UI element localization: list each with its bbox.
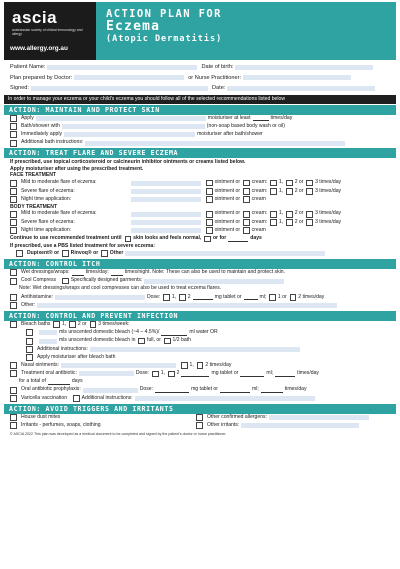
body-severe-cream-checkbox[interactable]: [243, 219, 250, 226]
prophylaxis-field[interactable]: [83, 388, 138, 393]
oral-2-checkbox[interactable]: [168, 371, 175, 378]
bleach-addl-label: Additional instructions:: [37, 345, 88, 352]
bath-instructions-label: Additional bath instructions:: [21, 139, 84, 146]
body-mild-label: Mild to moderate flare of eczema:: [21, 210, 97, 217]
dupixent-checkbox[interactable]: [16, 250, 23, 257]
body-severe-2-checkbox[interactable]: [286, 219, 293, 226]
dose-label: Dose:: [135, 370, 150, 377]
face-treatment-heading: FACE TREATMENT: [10, 172, 57, 179]
body-severe-label: Severe flare of eczema:: [21, 218, 75, 225]
body-severe-ointment-checkbox[interactable]: [206, 219, 213, 226]
header: [4, 2, 396, 60]
date-label: Date:: [211, 85, 226, 92]
body-night-field[interactable]: [131, 228, 201, 233]
antihist-mg-field[interactable]: [193, 295, 213, 301]
one-label: 1,: [278, 210, 284, 217]
prophylaxis-label: Oral antibiotic prophylaxis:: [21, 386, 81, 393]
two-label: 2 or: [294, 218, 304, 225]
face-mild-label: Mild to moderate flare of eczema:: [21, 179, 97, 186]
face-severe-cream-checkbox[interactable]: [243, 188, 250, 195]
prepared-by-label: Plan prepared by Doctor:: [10, 74, 73, 81]
two-label: 2 or: [294, 210, 304, 217]
oral-1-checkbox[interactable]: [152, 371, 159, 378]
dust-mites-checkbox[interactable]: [10, 414, 17, 421]
apply-after-bleach-label: Apply moisturiser after bleach bath: [37, 353, 116, 360]
bleach-bath-mls-field[interactable]: [39, 339, 57, 344]
avoid-triggers-items: [4, 414, 396, 430]
antihist-1-checkbox[interactable]: [163, 294, 170, 301]
body-night-checkbox[interactable]: [10, 227, 17, 234]
other-irritants-field[interactable]: [241, 423, 359, 428]
bleach-3-checkbox[interactable]: [90, 321, 97, 328]
cream-label: cream: [251, 226, 266, 233]
np-label: or Nurse Practitioner:: [188, 74, 242, 81]
control-itch-items: [4, 269, 396, 310]
section-maintain-skin: ACTION: MAINTAIN AND PROTECT SKIN: [4, 105, 396, 115]
three-label: 3 times/day: [315, 210, 342, 217]
ointment-label: ointment or: [214, 218, 241, 225]
nasal-2-checkbox[interactable]: [197, 362, 204, 369]
ascia-logo: [4, 2, 96, 60]
antihist-2-checkbox[interactable]: [179, 294, 186, 301]
face-night-ointment-checkbox[interactable]: [206, 196, 213, 203]
logo-wordmark: ascia: [12, 8, 58, 27]
antihist-ml-field[interactable]: [244, 295, 258, 301]
body-mild-checkbox[interactable]: [10, 211, 17, 218]
three-label: 3 times/day: [315, 218, 342, 225]
varicella-checkbox[interactable]: [10, 395, 17, 402]
cream-label: cream:: [251, 179, 268, 186]
body-mild-cream-checkbox[interactable]: [243, 211, 250, 218]
website-url[interactable]: www.allergy.org.au: [10, 45, 68, 52]
wet-note: Note: These can also be used to maintain and protect skin.: [152, 269, 286, 276]
body-wash-field[interactable]: [62, 124, 205, 129]
antihist-times-1-checkbox[interactable]: [269, 294, 276, 301]
signature-field[interactable]: [31, 86, 208, 91]
patient-name-field[interactable]: [47, 65, 197, 70]
immediately-label: Immediately apply: [21, 131, 63, 138]
bleach-in-label: mls unscented domestic bleach in: [59, 337, 136, 344]
other-pbs-checkbox[interactable]: [101, 250, 108, 257]
one-or-label: 1 or: [277, 293, 287, 300]
bleach-2-checkbox[interactable]: [69, 321, 76, 328]
or-for-checkbox[interactable]: [204, 236, 211, 243]
nonsoap-label: (non-soap based body wash or oil): [206, 122, 285, 129]
irritants-label: Irritants - perfumes, soaps, clothing: [21, 422, 101, 429]
days-label: days: [250, 235, 262, 242]
title-line3: (Atopic Dermatitis): [106, 34, 223, 44]
times-day-label: times/day: [270, 114, 293, 121]
wet-dressings-checkbox[interactable]: [10, 269, 17, 276]
bleach-baths-checkbox[interactable]: [10, 321, 17, 328]
apply-label: Apply: [21, 114, 34, 121]
dob-label: Date of birth:: [201, 64, 234, 71]
garments-field[interactable]: [144, 279, 284, 284]
doctor-field[interactable]: [74, 75, 184, 80]
full-bath-checkbox[interactable]: [138, 338, 145, 345]
face-mild-1-checkbox[interactable]: [270, 180, 277, 187]
body-night-ointment-checkbox[interactable]: [206, 227, 213, 234]
apply-checkbox[interactable]: [10, 115, 17, 122]
two-label: 2 or: [294, 187, 304, 194]
dose-label: Dose:: [147, 293, 161, 300]
or-for-label: or for: [212, 235, 227, 242]
bath-label: Bath/shower with: [21, 122, 60, 129]
immediately-checkbox[interactable]: [10, 131, 17, 138]
other-pbs-field[interactable]: [125, 251, 325, 256]
cream-label: cream:: [251, 187, 268, 194]
body-treatment-heading: BODY TREATMENT: [10, 203, 58, 210]
mg-tablet-label: mg tablet or: [214, 293, 242, 300]
wet-times-day-field[interactable]: [72, 270, 84, 276]
other-irritants-checkbox[interactable]: [196, 422, 203, 429]
date-field[interactable]: [227, 86, 375, 91]
body-severe-3-checkbox[interactable]: [306, 219, 313, 226]
addl-infection-checkbox[interactable]: [73, 395, 80, 402]
full-label: full, or: [147, 337, 161, 344]
dose-label: Dose:: [139, 386, 154, 393]
treat-instructions-1: If prescribed, use topical corticosteroid or calcineurin inhibitor ointments or creams listed below.: [10, 159, 246, 166]
face-mild-ointment-checkbox[interactable]: [206, 180, 213, 187]
one-label: 1,: [189, 361, 194, 368]
oral-ml-field[interactable]: [240, 371, 264, 377]
one-label: 1,: [278, 179, 284, 186]
water-label: ml water OR: [189, 329, 218, 336]
ointment-label: ointment or: [214, 210, 241, 217]
maintain-skin-items: [4, 115, 396, 148]
bleach-addl-checkbox[interactable]: [26, 346, 33, 353]
body-severe-field[interactable]: [131, 220, 201, 225]
addl-infection-label: Additional instructions:: [81, 394, 133, 401]
times-day-label: times/day: [284, 386, 307, 393]
one-label: 1,: [160, 370, 166, 377]
ointment-label: ointment or: [214, 179, 241, 186]
total-days-field[interactable]: [48, 379, 70, 385]
other-itch-label: Other:: [21, 301, 36, 308]
oral-antibiotic-label: Treatment oral antibiotic:: [21, 370, 77, 377]
cream-label: cream:: [251, 218, 268, 225]
action-plan-page: [4, 2, 396, 565]
intro-banner: In order to manage your eczema or your child's eczema you should follow all of the selected recommendations listed below: [4, 95, 396, 104]
bleach-1-checkbox[interactable]: [53, 321, 60, 328]
two-times-label: 2 times/day: [298, 293, 325, 300]
mg-tablet-label: mg tablet or: [211, 370, 239, 377]
cream-label: cream:: [251, 210, 268, 217]
other-itch-checkbox[interactable]: [10, 302, 17, 309]
bleach-ratio-checkbox[interactable]: [26, 329, 33, 336]
one-label: 1,: [278, 187, 284, 194]
face-night-cream-checkbox[interactable]: [243, 196, 250, 203]
face-severe-field[interactable]: [131, 189, 201, 194]
one-label: 1,: [278, 218, 284, 225]
antihistamine-label: Antihistamine:: [21, 293, 53, 300]
nasal-label: Nasal ointments:: [21, 361, 59, 368]
one-label: 1,: [62, 320, 67, 327]
confirmed-allergens-field[interactable]: [269, 415, 369, 420]
garments-label: Specifically designed garments:: [70, 277, 143, 284]
continue-label: Continue to use recommended treatment until: [10, 235, 122, 242]
times-per-day-field[interactable]: [253, 116, 269, 122]
days-field[interactable]: [228, 236, 248, 242]
skin-normal-checkbox[interactable]: [125, 236, 132, 243]
proph-mg-field[interactable]: [155, 388, 189, 394]
section-control-infection: ACTION: CONTROL AND PREVENT INFECTION: [4, 311, 396, 321]
wet-cool-note: Note: Wet dressings/wraps and cool compresses can also be used to treat eczema flares.: [19, 285, 222, 292]
patient-info: [4, 62, 396, 94]
two-label: 2 or: [294, 179, 304, 186]
ml-label: ml;: [266, 370, 274, 377]
face-severe-2-checkbox[interactable]: [286, 188, 293, 195]
one-label: 1,: [171, 293, 177, 300]
nasal-1-checkbox[interactable]: [181, 362, 188, 369]
body-severe-1-checkbox[interactable]: [270, 219, 277, 226]
face-severe-ointment-checkbox[interactable]: [206, 188, 213, 195]
garments-checkbox[interactable]: [62, 278, 69, 285]
body-severe-checkbox[interactable]: [10, 219, 17, 226]
bleach-mls-field[interactable]: [39, 330, 57, 335]
bath-instructions-field[interactable]: [85, 141, 345, 146]
body-mild-field[interactable]: [131, 212, 201, 217]
proph-ml-field[interactable]: [220, 388, 250, 394]
oral-times-field[interactable]: [275, 371, 295, 377]
two-times-label: 2 times/day: [205, 361, 232, 368]
times-day-label: times/day: [297, 370, 319, 377]
dupixent-label: Dupixent® or: [27, 249, 60, 256]
dob-field[interactable]: [235, 65, 373, 70]
nasal-checkbox[interactable]: [10, 362, 17, 369]
three-label: 3 times/day: [315, 179, 342, 186]
irritants-checkbox[interactable]: [10, 422, 17, 429]
body-mild-1-checkbox[interactable]: [270, 211, 277, 218]
pbs-heading: If prescribed, use a PBS listed treatment for severe eczema:: [10, 242, 155, 249]
rinvoq-checkbox[interactable]: [62, 250, 69, 257]
confirmed-allergens-label: Other confirmed allergens:: [207, 413, 268, 420]
face-night-field[interactable]: [131, 197, 201, 202]
oral-mg-field[interactable]: [181, 371, 209, 377]
two-label: 2: [187, 293, 191, 300]
moisturiser-label: moisturiser at least: [207, 114, 251, 121]
control-infection-items: [4, 321, 396, 403]
face-night-checkbox[interactable]: [10, 196, 17, 203]
half-bath-label: 1/2 bath: [172, 337, 191, 344]
ml-label: ml;: [259, 293, 267, 300]
two-label: 2 or: [77, 320, 87, 327]
section-avoid-triggers: ACTION: AVOID TRIGGERS AND IRRITANTS: [4, 404, 396, 414]
after-bath-moisturiser-field[interactable]: [64, 132, 195, 137]
apply-after-bleach-checkbox[interactable]: [26, 354, 33, 361]
body-mild-ointment-checkbox[interactable]: [206, 211, 213, 218]
face-mild-2-checkbox[interactable]: [286, 180, 293, 187]
bleach-addl-field[interactable]: [90, 347, 300, 352]
bleach-bath-checkbox[interactable]: [26, 338, 33, 345]
dust-mites-label: House dust mites: [21, 413, 61, 420]
treat-flare-items: [4, 159, 396, 257]
bleach-baths-label: Bleach baths: [21, 320, 51, 327]
antihistamine-checkbox[interactable]: [10, 294, 17, 301]
skin-normal-label: skin looks and feels normal,: [133, 235, 202, 242]
face-severe-3-checkbox[interactable]: [306, 188, 313, 195]
bath-instructions-checkbox[interactable]: [10, 140, 17, 147]
bleach-ratio-label: mls unscented domestic bleach (~4 – 4.5%)/: [59, 329, 160, 336]
cream-label: cream: [251, 195, 266, 202]
times-day-label: times/day:: [85, 269, 109, 276]
varicella-label: Varicella vaccination: [21, 394, 68, 401]
mg-tablet-label: mg tablet or: [191, 386, 218, 393]
ointment-label: ointment or: [214, 226, 241, 233]
body-mild-2-checkbox[interactable]: [286, 211, 293, 218]
body-mild-3-checkbox[interactable]: [306, 211, 313, 218]
two-label: 2: [176, 370, 180, 377]
footer-note: © ASCIA 2022 This plan was developed as a medical document to be completed and signed by the patient's doctor or nurse practitioner.: [10, 431, 227, 436]
cool-compress-checkbox[interactable]: [10, 278, 17, 285]
other-irritants-label: Other irritants:: [207, 422, 240, 429]
total-label: for a total of: [19, 378, 46, 385]
face-night-label: Night time application:: [21, 195, 72, 202]
title-box: [96, 2, 396, 60]
face-mild-cream-checkbox[interactable]: [243, 180, 250, 187]
np-field[interactable]: [243, 75, 351, 80]
body-night-cream-checkbox[interactable]: [243, 227, 250, 234]
three-label: 3 times/week:: [98, 320, 130, 327]
other-itch-field[interactable]: [37, 303, 337, 308]
logo-subtitle: australasian society of clinical immunology and allergy: [12, 28, 83, 36]
days-label: days: [71, 378, 83, 385]
antihistamine-field[interactable]: [55, 295, 145, 300]
apply-moisturiser-field[interactable]: [36, 116, 206, 121]
after-bath-label: moisturiser after bath/shower: [197, 131, 263, 138]
nasal-field[interactable]: [61, 363, 176, 368]
patient-name-label: Patient Name:: [10, 64, 46, 71]
face-mild-field[interactable]: [131, 181, 201, 186]
face-mild-3-checkbox[interactable]: [306, 180, 313, 187]
half-bath-checkbox[interactable]: [164, 338, 171, 345]
treat-instructions-2: Apply moisturiser after using the prescribed treatment.: [10, 165, 144, 172]
proph-times-field[interactable]: [261, 388, 283, 394]
face-severe-label: Severe flare of eczema:: [21, 187, 75, 194]
ml-label: ml;: [251, 386, 259, 393]
ointment-label: ointment or: [214, 187, 241, 194]
prophylaxis-checkbox[interactable]: [10, 387, 17, 394]
water-ml-field[interactable]: [161, 330, 187, 336]
confirmed-allergens-checkbox[interactable]: [196, 414, 203, 421]
title-line1: ACTION PLAN FOR: [106, 8, 222, 20]
section-control-itch: ACTION: CONTROL ITCH: [4, 259, 396, 269]
times-night-label: times/night.: [124, 269, 151, 276]
face-severe-1-checkbox[interactable]: [270, 188, 277, 195]
section-treat-flare: ACTION: TREAT FLARE AND SEVERE ECZEMA: [4, 148, 396, 158]
oral-antibiotic-field[interactable]: [79, 371, 134, 376]
signed-label: Signed:: [10, 85, 29, 92]
other-pbs-label: Other: [109, 249, 124, 256]
cool-compress-label: Cool Compress: [21, 277, 57, 284]
ointment-label: ointment or: [214, 195, 241, 202]
addl-infection-field[interactable]: [135, 396, 315, 401]
wet-dressings-label: Wet dressings/wraps:: [21, 269, 70, 276]
rinvoq-label: Rinvoq® or: [70, 249, 99, 256]
body-night-label: Night time application:: [21, 226, 72, 233]
three-label: 3 times/day: [315, 187, 342, 194]
title-line2: Eczema: [106, 19, 161, 34]
antihist-times-2-checkbox[interactable]: [290, 294, 297, 301]
oral-antibiotic-checkbox[interactable]: [10, 370, 17, 377]
wet-times-night-field[interactable]: [111, 270, 123, 276]
face-severe-checkbox[interactable]: [10, 188, 17, 195]
bath-checkbox[interactable]: [10, 123, 17, 130]
face-mild-checkbox[interactable]: [10, 180, 17, 187]
